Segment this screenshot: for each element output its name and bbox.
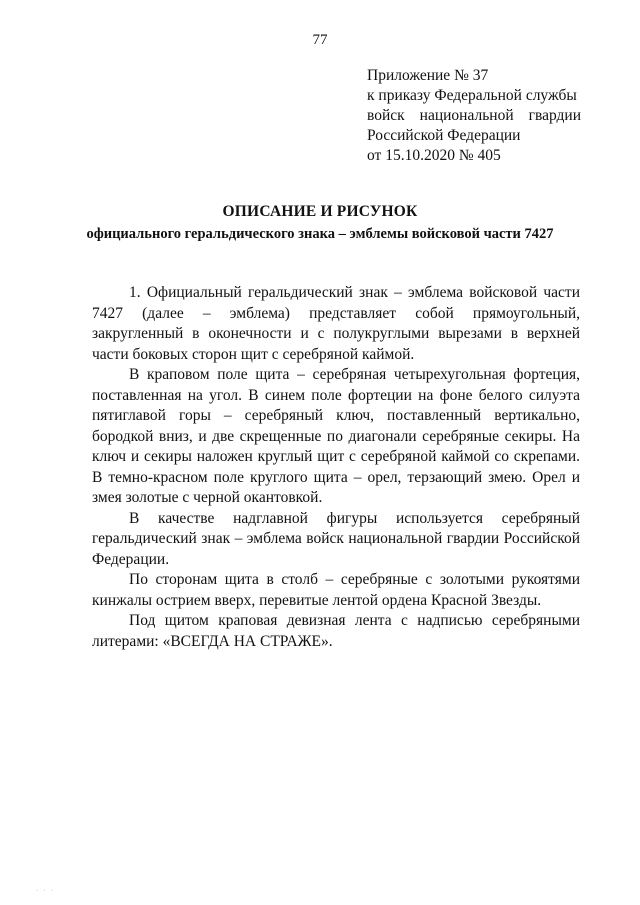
appendix-date-number: от 15.10.2020 № 405 bbox=[367, 147, 501, 164]
paragraph-3: В качестве надглавной фигуры используется серебряный геральдический знак – эмблема войск национальной гвардии Российской Федерации. bbox=[92, 509, 580, 568]
appendix-service-name: войск национальной гвардии bbox=[367, 107, 581, 124]
document-title: ОПИСАНИЕ И РИСУНОК bbox=[222, 203, 418, 220]
scan-artifact: · · · bbox=[36, 888, 55, 894]
document-subtitle: официального геральдического знака – эмблемы войсковой части 7427 bbox=[86, 226, 554, 242]
paragraph-2: В краповом поле щита – серебряная четырехугольная фортеция, поставленная на угол. В синем поле фортеции на фоне белого силуэта пятиглавой горы – серебряный ключ, поставленный вертикально, бородкой вниз, и две скрещенные по диагонали серебряные секиры. На ключ и секиры наложен круглый щит с серебряной каймой со скрепами. В темно-красном поле круглого щита – орел, терзающий змею. Орел и змея золотые с черной окантовкой. bbox=[92, 366, 580, 506]
paragraph-4: По сторонам щита в столб – серебряные с золотыми рукоятями кинжалы острием вверх, перевитые лентой ордена Красной Звезды. bbox=[92, 571, 580, 609]
appendix-country: Российской Федерации bbox=[367, 127, 521, 144]
appendix-header bbox=[367, 66, 581, 166]
appendix-order-ref: к приказу Федеральной службы bbox=[367, 87, 577, 104]
document-body bbox=[92, 283, 580, 652]
appendix-number: Приложение № 37 bbox=[367, 67, 489, 84]
paragraph-1: 1. Официальный геральдический знак – эмблема войсковой части 7427 (далее – эмблема) представляет собой прямоугольный, закругленный в оконечности и с полукруглыми вырезами в верхней части боковых сторон щит с серебряной каймой. bbox=[92, 284, 580, 363]
paragraph-5: Под щитом краповая девизная лента с надписью серебряными литерами: «ВСЕГДА НА СТРАЖЕ». bbox=[92, 612, 580, 650]
page-number: 77 bbox=[312, 32, 328, 48]
